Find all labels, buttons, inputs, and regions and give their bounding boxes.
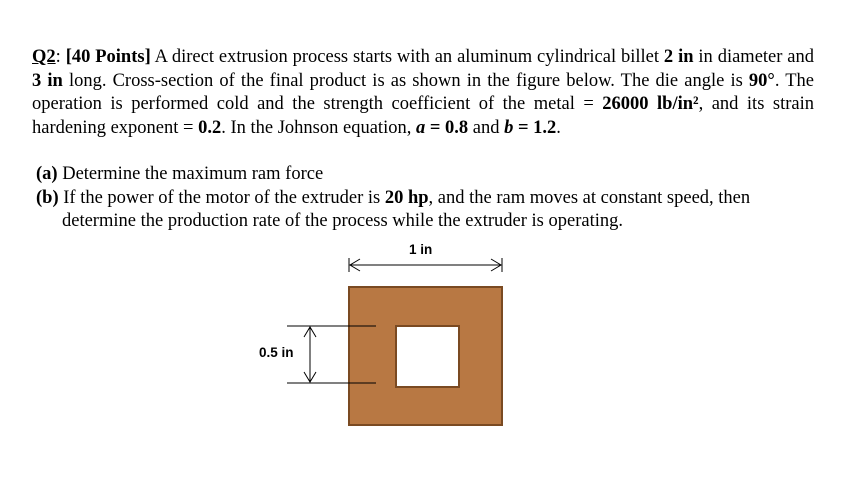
part-a-text: Determine the maximum ram force xyxy=(62,164,324,184)
die-angle: 90° xyxy=(748,70,775,91)
part-b-continuation: determine the production rate of the process while the extruder is operating. xyxy=(62,211,623,231)
problem-statement: Q2: [40 Points] A direct extrusion process starts with an aluminum cylindrical billet 2 in in diameter and 3 in long. Cross-section of the final product is as shown in the figure below. The die angle is 90°. The operation is performed cold and the strength coefficient of the metal = 26000 lb/in², and its strain hardening exponent = 0.2. In the Johnson equation, a = 0.8 and b = 1.2. xyxy=(32,47,815,138)
hole-size-label: 0.5 in xyxy=(259,345,294,360)
hardening-exponent: 0.2 xyxy=(198,117,222,138)
square-hole xyxy=(396,326,459,387)
johnson-b-symbol: b xyxy=(504,117,514,138)
johnson-a-value: = 0.8 xyxy=(429,117,469,138)
part-b-label: (b) xyxy=(36,188,59,208)
motor-power: 20 hp xyxy=(384,188,429,208)
johnson-a-symbol: a xyxy=(415,117,426,138)
strength-coefficient: 26000 lb/in² xyxy=(602,94,699,114)
billet-length: 3 in xyxy=(32,70,63,91)
billet-diameter: 2 in xyxy=(663,47,694,67)
part-b: (b) If the power of the motor of the extruder is 20 hp, and the ram moves at constant speed, then xyxy=(36,188,751,208)
points-label: [40 Points] xyxy=(65,47,151,67)
question-label: Q2 xyxy=(32,47,56,67)
width-label: 1 in xyxy=(409,242,433,257)
johnson-b-value: = 1.2 xyxy=(517,117,557,138)
part-a-label: (a) xyxy=(36,164,58,184)
